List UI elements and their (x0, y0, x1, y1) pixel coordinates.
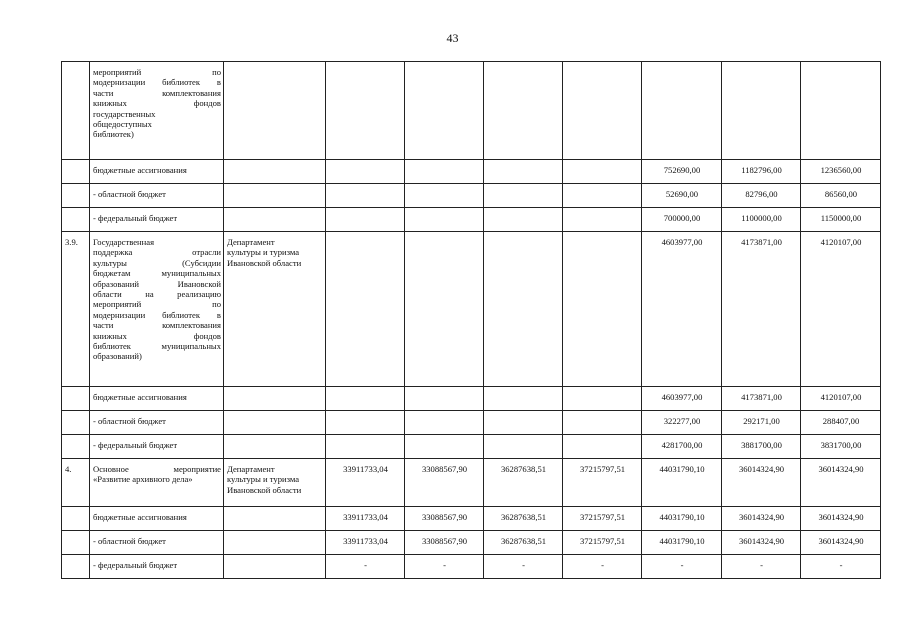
executor-line: Департамент (227, 464, 275, 474)
description-line: области на реализацию (93, 289, 221, 300)
row-description (90, 62, 224, 160)
description-line: образований) (93, 351, 142, 362)
value-cell-v2 (405, 232, 484, 387)
value-cell-v3: 36287638,51 (484, 531, 563, 555)
value-cell-v5: 44031790,10 (642, 459, 722, 507)
row-executor (224, 62, 326, 160)
value-cell-v5: - (642, 555, 722, 579)
value-cell-v3: 36287638,51 (484, 459, 563, 507)
description-line: части комплектования (93, 87, 221, 98)
description-line: - областной бюджет (93, 416, 166, 426)
value-cell-v1: 33911733,04 (326, 507, 405, 531)
value-cell-v7: 4120107,00 (801, 232, 881, 387)
description-line: общедоступных (93, 119, 152, 130)
description-line: Государственная (93, 237, 155, 247)
value-cell-v6: 4173871,00 (722, 232, 801, 387)
row-number (62, 387, 90, 411)
value-cell-v5: 44031790,10 (642, 531, 722, 555)
value-cell-v2: 33088567,90 (405, 531, 484, 555)
value-cell-v3 (484, 160, 563, 184)
table-row (62, 507, 881, 531)
value-cell-v3 (484, 232, 563, 387)
row-description (90, 507, 224, 531)
value-cell-v2 (405, 411, 484, 435)
value-cell-v7: 288407,00 (801, 411, 881, 435)
value-cell-v7: 36014324,90 (801, 507, 881, 531)
table-row (62, 208, 881, 232)
row-executor (224, 555, 326, 579)
row-description (90, 435, 224, 459)
value-cell-v1 (326, 160, 405, 184)
description-line: - федеральный бюджет (93, 213, 178, 223)
executor-line: культуры и туризма (227, 247, 300, 258)
value-cell-v1: 33911733,04 (326, 531, 405, 555)
row-number (62, 507, 90, 531)
row-number (62, 184, 90, 208)
row-executor (224, 435, 326, 459)
value-cell-v5: 4603977,00 (642, 232, 722, 387)
value-cell-v4: 37215797,51 (563, 531, 642, 555)
description-line: - областной бюджет (93, 189, 166, 199)
value-cell-v7: 3831700,00 (801, 435, 881, 459)
value-cell-v4: 37215797,51 (563, 459, 642, 507)
row-description (90, 459, 224, 507)
value-cell-v2 (405, 62, 484, 160)
description-line: бюджетные ассигнования (93, 512, 187, 522)
description-line: мероприятий по (93, 299, 221, 310)
value-cell-v6: 36014324,90 (722, 531, 801, 555)
value-cell-v6: 82796,00 (722, 184, 801, 208)
value-cell-v6 (722, 62, 801, 160)
value-cell-v2 (405, 387, 484, 411)
row-description (90, 232, 224, 387)
description-line: бюджетные ассигнования (93, 165, 187, 175)
description-line: мероприятий по (93, 67, 221, 77)
row-executor (224, 507, 326, 531)
row-number (62, 531, 90, 555)
table-row (62, 184, 881, 208)
row-executor (224, 208, 326, 232)
value-cell-v2 (405, 208, 484, 232)
row-number (62, 435, 90, 459)
value-cell-v7: 1150000,00 (801, 208, 881, 232)
value-cell-v4 (563, 232, 642, 387)
value-cell-v2: 33088567,90 (405, 459, 484, 507)
value-cell-v4 (563, 411, 642, 435)
row-description (90, 531, 224, 555)
description-line: поддержка отрасли (93, 247, 221, 258)
description-line: - федеральный бюджет (93, 440, 178, 450)
value-cell-v5: 52690,00 (642, 184, 722, 208)
value-cell-v7: 36014324,90 (801, 459, 881, 507)
executor-line: Ивановской области (227, 257, 302, 268)
value-cell-v4: - (563, 555, 642, 579)
value-cell-v4 (563, 184, 642, 208)
value-cell-v5: 700000,00 (642, 208, 722, 232)
value-cell-v7: 36014324,90 (801, 531, 881, 555)
value-cell-v3 (484, 411, 563, 435)
description-line: книжных фондов (93, 98, 221, 109)
value-cell-v7: 4120107,00 (801, 387, 881, 411)
row-executor (224, 531, 326, 555)
value-cell-v5: 4603977,00 (642, 387, 722, 411)
value-cell-v3: 36287638,51 (484, 507, 563, 531)
value-cell-v3 (484, 435, 563, 459)
value-cell-v4 (563, 387, 642, 411)
row-number (62, 208, 90, 232)
value-cell-v5 (642, 62, 722, 160)
row-description (90, 160, 224, 184)
description-line: образований Ивановской (93, 278, 221, 289)
value-cell-v4 (563, 62, 642, 160)
value-cell-v2 (405, 160, 484, 184)
row-executor (224, 459, 326, 507)
description-line: библиотек) (93, 129, 134, 140)
value-cell-v7: 86560,00 (801, 184, 881, 208)
value-cell-v6: - (722, 555, 801, 579)
value-cell-v2: - (405, 555, 484, 579)
value-cell-v5: 44031790,10 (642, 507, 722, 531)
description-line: книжных фондов (93, 330, 221, 341)
value-cell-v4 (563, 208, 642, 232)
value-cell-v5: 322277,00 (642, 411, 722, 435)
description-line: - федеральный бюджет (93, 560, 178, 570)
row-description (90, 184, 224, 208)
value-cell-v4 (563, 160, 642, 184)
value-cell-v1 (326, 62, 405, 160)
value-cell-v7: 1236560,00 (801, 160, 881, 184)
value-cell-v7: - (801, 555, 881, 579)
value-cell-v5: 4281700,00 (642, 435, 722, 459)
value-cell-v1 (326, 208, 405, 232)
value-cell-v4 (563, 435, 642, 459)
value-cell-v6: 292171,00 (722, 411, 801, 435)
row-executor (224, 387, 326, 411)
row-number: 3.9. (62, 232, 90, 387)
description-line: части комплектования (93, 320, 221, 331)
table-row (62, 62, 881, 160)
description-line: модернизации библиотек в (93, 77, 221, 88)
table-row (62, 232, 881, 387)
description-line: государственных (93, 108, 156, 119)
description-line: модернизации библиотек в (93, 309, 221, 320)
budget-table (61, 61, 881, 579)
value-cell-v1 (326, 232, 405, 387)
description-line: культуры (Субсидии (93, 257, 221, 268)
description-line: - областной бюджет (93, 536, 166, 546)
table-row (62, 160, 881, 184)
value-cell-v1 (326, 184, 405, 208)
row-description (90, 555, 224, 579)
row-executor (224, 411, 326, 435)
row-number (62, 555, 90, 579)
table-row (62, 435, 881, 459)
description-line: бюджетные ассигнования (93, 392, 187, 402)
value-cell-v3: - (484, 555, 563, 579)
row-number (62, 62, 90, 160)
value-cell-v6: 1182796,00 (722, 160, 801, 184)
value-cell-v6: 36014324,90 (722, 459, 801, 507)
value-cell-v1 (326, 435, 405, 459)
value-cell-v3 (484, 387, 563, 411)
description-line: библиотек муниципальных (93, 341, 221, 352)
value-cell-v1: 33911733,04 (326, 459, 405, 507)
table-row (62, 555, 881, 579)
row-description (90, 411, 224, 435)
page-number: 43 (446, 31, 459, 45)
description-line: бюджетам муниципальных (93, 268, 221, 279)
table-row (62, 387, 881, 411)
value-cell-v2: 33088567,90 (405, 507, 484, 531)
value-cell-v5: 752690,00 (642, 160, 722, 184)
value-cell-v2 (405, 184, 484, 208)
value-cell-v1: - (326, 555, 405, 579)
executor-line: Ивановской области (227, 484, 302, 495)
value-cell-v6: 1100000,00 (722, 208, 801, 232)
row-number (62, 160, 90, 184)
value-cell-v3 (484, 62, 563, 160)
row-description (90, 208, 224, 232)
value-cell-v6: 36014324,90 (722, 507, 801, 531)
value-cell-v3 (484, 184, 563, 208)
row-number (62, 411, 90, 435)
value-cell-v7 (801, 62, 881, 160)
value-cell-v6: 3881700,00 (722, 435, 801, 459)
executor-line: культуры и туризма (227, 474, 300, 485)
value-cell-v3 (484, 208, 563, 232)
value-cell-v2 (405, 435, 484, 459)
value-cell-v6: 4173871,00 (722, 387, 801, 411)
row-number: 4. (62, 459, 90, 507)
row-executor (224, 184, 326, 208)
executor-line: Департамент (227, 237, 275, 247)
value-cell-v1 (326, 387, 405, 411)
table-row (62, 411, 881, 435)
row-executor (224, 232, 326, 387)
value-cell-v4: 37215797,51 (563, 507, 642, 531)
table-row (62, 531, 881, 555)
description-line: «Развитие архивного дела» (93, 474, 193, 485)
row-description (90, 387, 224, 411)
row-executor (224, 160, 326, 184)
description-line: Основное мероприятие (93, 464, 221, 474)
table-row (62, 459, 881, 507)
value-cell-v1 (326, 411, 405, 435)
